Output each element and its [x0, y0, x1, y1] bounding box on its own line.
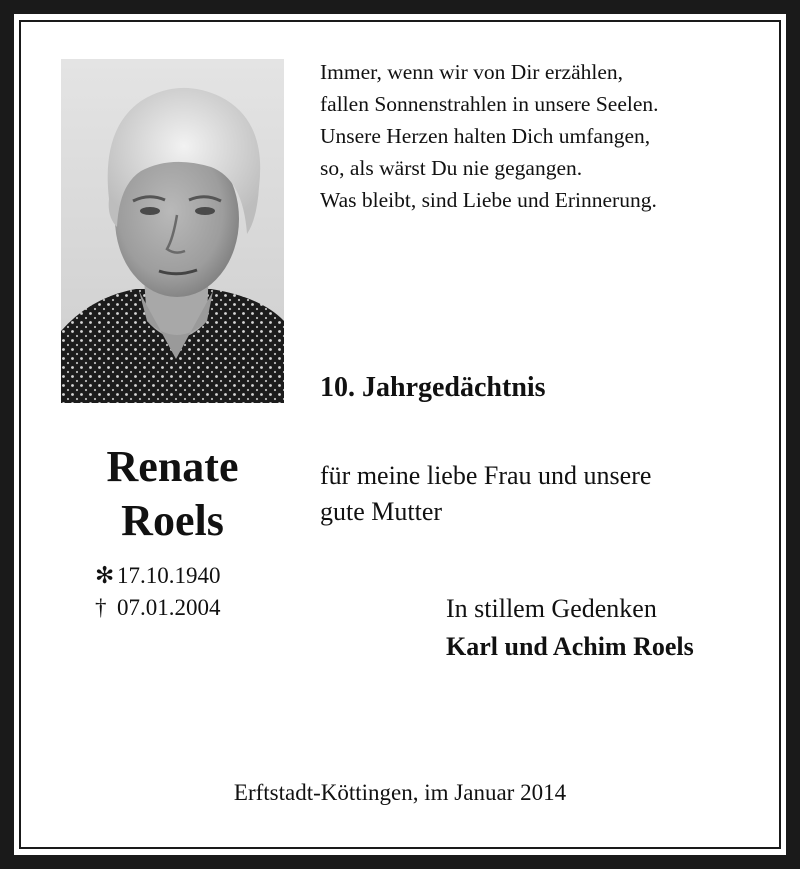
place-and-date: Erftstadt-Köttingen, im Januar 2014 [233, 780, 567, 805]
memorial-poem [320, 56, 760, 216]
signers: Karl und Achim Roels [446, 632, 694, 661]
last-name: Roels [121, 496, 224, 545]
poem-line: Was bleibt, sind Liebe und Erinnerung. [320, 188, 657, 212]
portrait-photo [61, 59, 284, 403]
closing-signature [446, 590, 694, 666]
death-date: 07.01.2004 [117, 595, 221, 620]
first-name: Renate [106, 442, 239, 491]
death-date-row [95, 592, 221, 624]
closing-phrase: In stillem Gedenken [446, 594, 657, 623]
poem-line: fallen Sonnenstrahlen in unsere Seelen. [320, 92, 659, 116]
poem-line: so, als wärst Du nie gegangen. [320, 156, 583, 180]
dedication-line: gute Mutter [320, 497, 443, 526]
poem-line: Immer, wenn wir von Dir erzählen, [320, 60, 624, 84]
birth-star-icon: ✻ [95, 563, 115, 588]
life-dates [95, 560, 221, 624]
dedication-line: für meine liebe Frau und unsere [320, 461, 652, 490]
poem-line: Unsere Herzen halten Dich umfangen, [320, 124, 651, 148]
deceased-name [61, 440, 284, 548]
memorial-title: 10. Jahrgedächtnis [320, 372, 546, 403]
dedication-text [320, 458, 760, 530]
birth-date: 17.10.1940 [117, 563, 221, 588]
birth-date-row [95, 560, 221, 592]
death-cross-icon: † [95, 595, 107, 620]
